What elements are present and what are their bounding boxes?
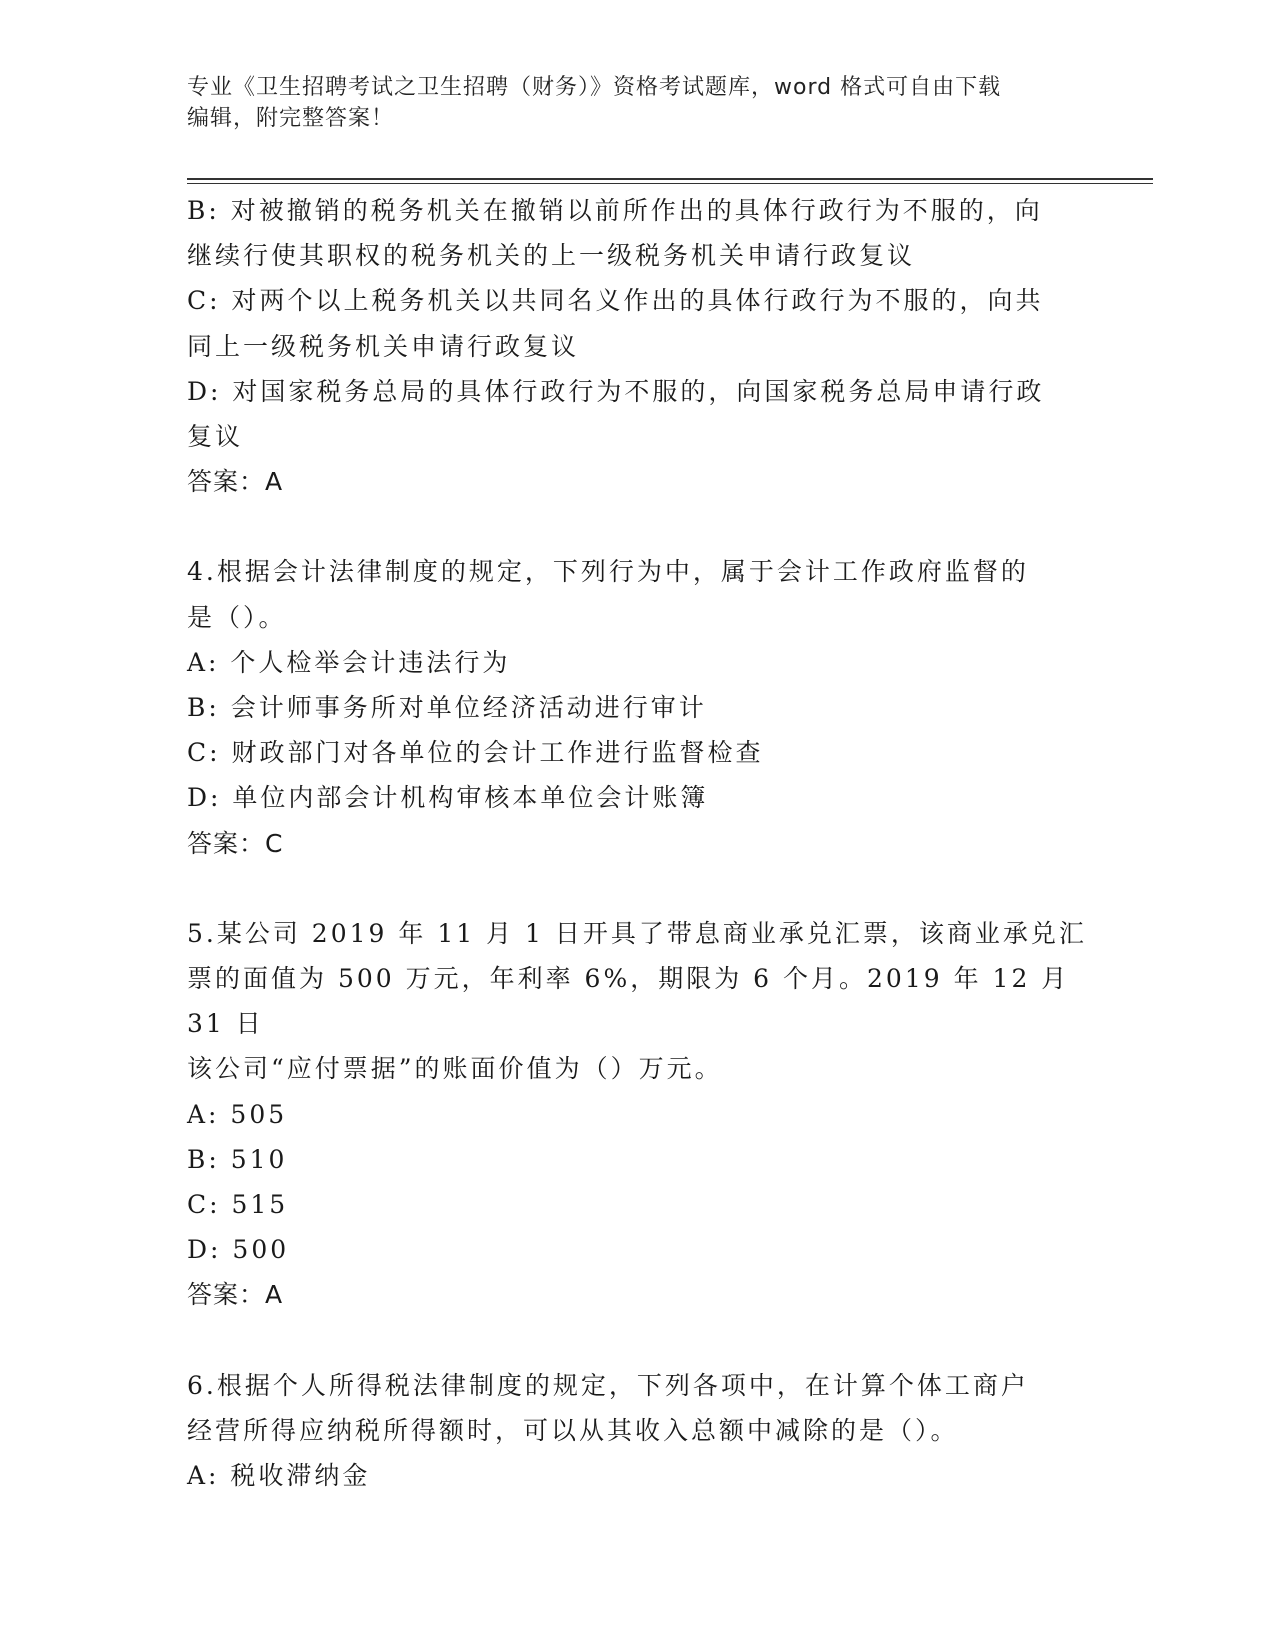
q6-option-a: A: 税收滞纳金	[187, 1461, 371, 1491]
q3-answer: 答案：A	[187, 467, 284, 497]
q4-option-b: B: 会计师事务所对单位经济活动进行审计	[187, 693, 707, 723]
q3-option-c-line-1: C: 对两个以上税务机关以共同名义作出的具体行政行为不服的，向共	[187, 286, 1044, 316]
q6-stem-line-1: 6.根据个人所得税法律制度的规定，下列各项中，在计算个体工商户	[187, 1370, 1029, 1400]
q3-option-d-line-2: 复议	[187, 422, 244, 452]
spacer	[187, 1318, 1087, 1363]
q5-option-b: B: 510	[187, 1144, 288, 1174]
q5-stem-line-1: 5.某公司 2019 年 11 月 1 日开具了带息商业承兑汇票，该商业承兑汇	[187, 918, 1087, 948]
q5-option-d: D: 500	[187, 1235, 290, 1265]
question-5-block	[187, 911, 1087, 1318]
question-content	[187, 188, 1087, 1498]
header-line-2: 编辑，附完整答案！	[187, 106, 395, 131]
q5-option-a: A: 505	[187, 1099, 288, 1129]
q4-answer: 答案：C	[187, 828, 284, 858]
question-4-block	[187, 549, 1087, 865]
q5-answer: 答案：A	[187, 1280, 284, 1310]
question-3-block	[187, 188, 1087, 504]
q3-option-c-line-2: 同上一级税务机关申请行政复议	[187, 331, 580, 361]
q6-stem-line-2: 经营所得应纳税所得额时，可以从其收入总额中减除的是（）。	[187, 1415, 959, 1445]
header-line-1: 专业《卫生招聘考试之卫生招聘（财务）》资格考试题库，word 格式可自由下载	[187, 75, 1002, 100]
q4-option-c: C: 财政部门对各单位的会计工作进行监督检查	[187, 738, 764, 768]
header-rule-thick	[187, 178, 1153, 180]
q5-stem-line-2: 票的面值为 500 万元，年利率 6%，期限为 6 个月。2019 年 12 月 31 日	[187, 964, 1070, 1039]
q3-option-b-line-2: 继续行使其职权的税务机关的上一级税务机关申请行政复议	[187, 241, 916, 271]
q5-option-c: C: 515	[187, 1190, 289, 1220]
q3-option-d-line-1: D: 对国家税务总局的具体行政行为不服的，向国家税务总局申请行政	[187, 376, 1045, 406]
q4-stem-line-2: 是（）。	[187, 602, 287, 632]
q5-stem-line-3: 该公司“应付票据”的账面价值为（）万元。	[187, 1054, 723, 1084]
q4-option-a: A: 个人检举会计违法行为	[187, 647, 511, 677]
q3-option-b-line-1: B: 对被撤销的税务机关在撤销以前所作出的具体行政行为不服的，向	[187, 196, 1043, 225]
question-6-block	[187, 1363, 1087, 1499]
q4-stem-line-1: 4.根据会计法律制度的规定，下列行为中，属于会计工作政府监督的	[187, 557, 1029, 587]
spacer	[187, 504, 1087, 549]
document-header	[187, 72, 1067, 134]
spacer	[187, 866, 1087, 911]
header-rule-thin	[187, 183, 1153, 184]
q4-option-d: D: 单位内部会计机构审核本单位会计账簿	[187, 783, 709, 813]
